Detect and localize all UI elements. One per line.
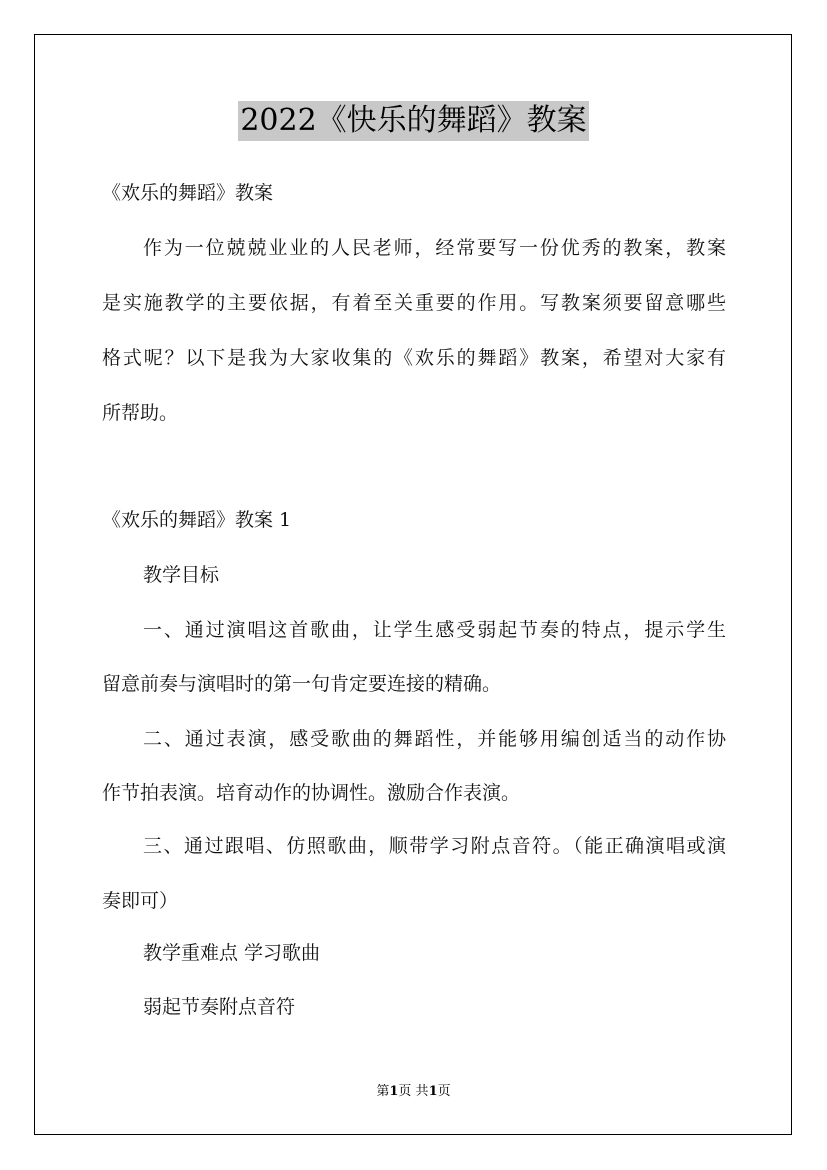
document-title: 2022《快乐的舞蹈》教案: [238, 101, 588, 141]
goal-3-line-1: 三、通过跟唱、仿照歌曲，顺带学习附点音符。（能正确演唱或演: [143, 835, 726, 857]
footer-page-mid: 页 共: [398, 1084, 429, 1099]
page-footer: [0, 1083, 827, 1101]
footer-page-prefix: 第: [376, 1084, 390, 1099]
intro-line-2: 是实施教学的主要依据，有着至关重要的作用。写教案须要留意哪些: [102, 292, 726, 314]
footer-page-number: 1: [389, 1084, 399, 1099]
key-points-line-1: 教学重难点 学习歌曲: [143, 942, 321, 964]
intro-line-3: 格式呢？以下是我为大家收集的《欢乐的舞蹈》教案，希望对大家有: [102, 347, 726, 369]
goal-2-line-2: 作节拍表演。培育动作的协调性。激励合作表演。: [102, 782, 521, 804]
footer-page-suffix: 页: [437, 1084, 451, 1099]
title-container: [0, 101, 827, 141]
footer-total-pages: 1: [428, 1084, 438, 1099]
goal-3-line-2: 奏即可）: [102, 890, 179, 912]
goal-2-line-1: 二、通过表演，感受歌曲的舞蹈性，并能够用编创适当的动作协: [143, 728, 726, 750]
intro-line-4: 所帮助。: [102, 402, 179, 424]
goal-1-line-2: 留意前奏与演唱时的第一句肯定要连接的精确。: [102, 673, 502, 695]
goal-1-line-1: 一、通过演唱这首歌曲，让学生感受弱起节奏的特点，提示学生: [143, 619, 726, 641]
goals-heading: 教学目标: [143, 564, 220, 586]
intro-line-1: 作为一位兢兢业业的人民老师，经常要写一份优秀的教案，教案: [143, 237, 726, 259]
key-points-line-2: 弱起节奏附点音符: [143, 996, 296, 1018]
document-subtitle: 《欢乐的舞蹈》教案: [102, 182, 274, 204]
section-heading: 《欢乐的舞蹈》教案 1: [102, 509, 292, 531]
